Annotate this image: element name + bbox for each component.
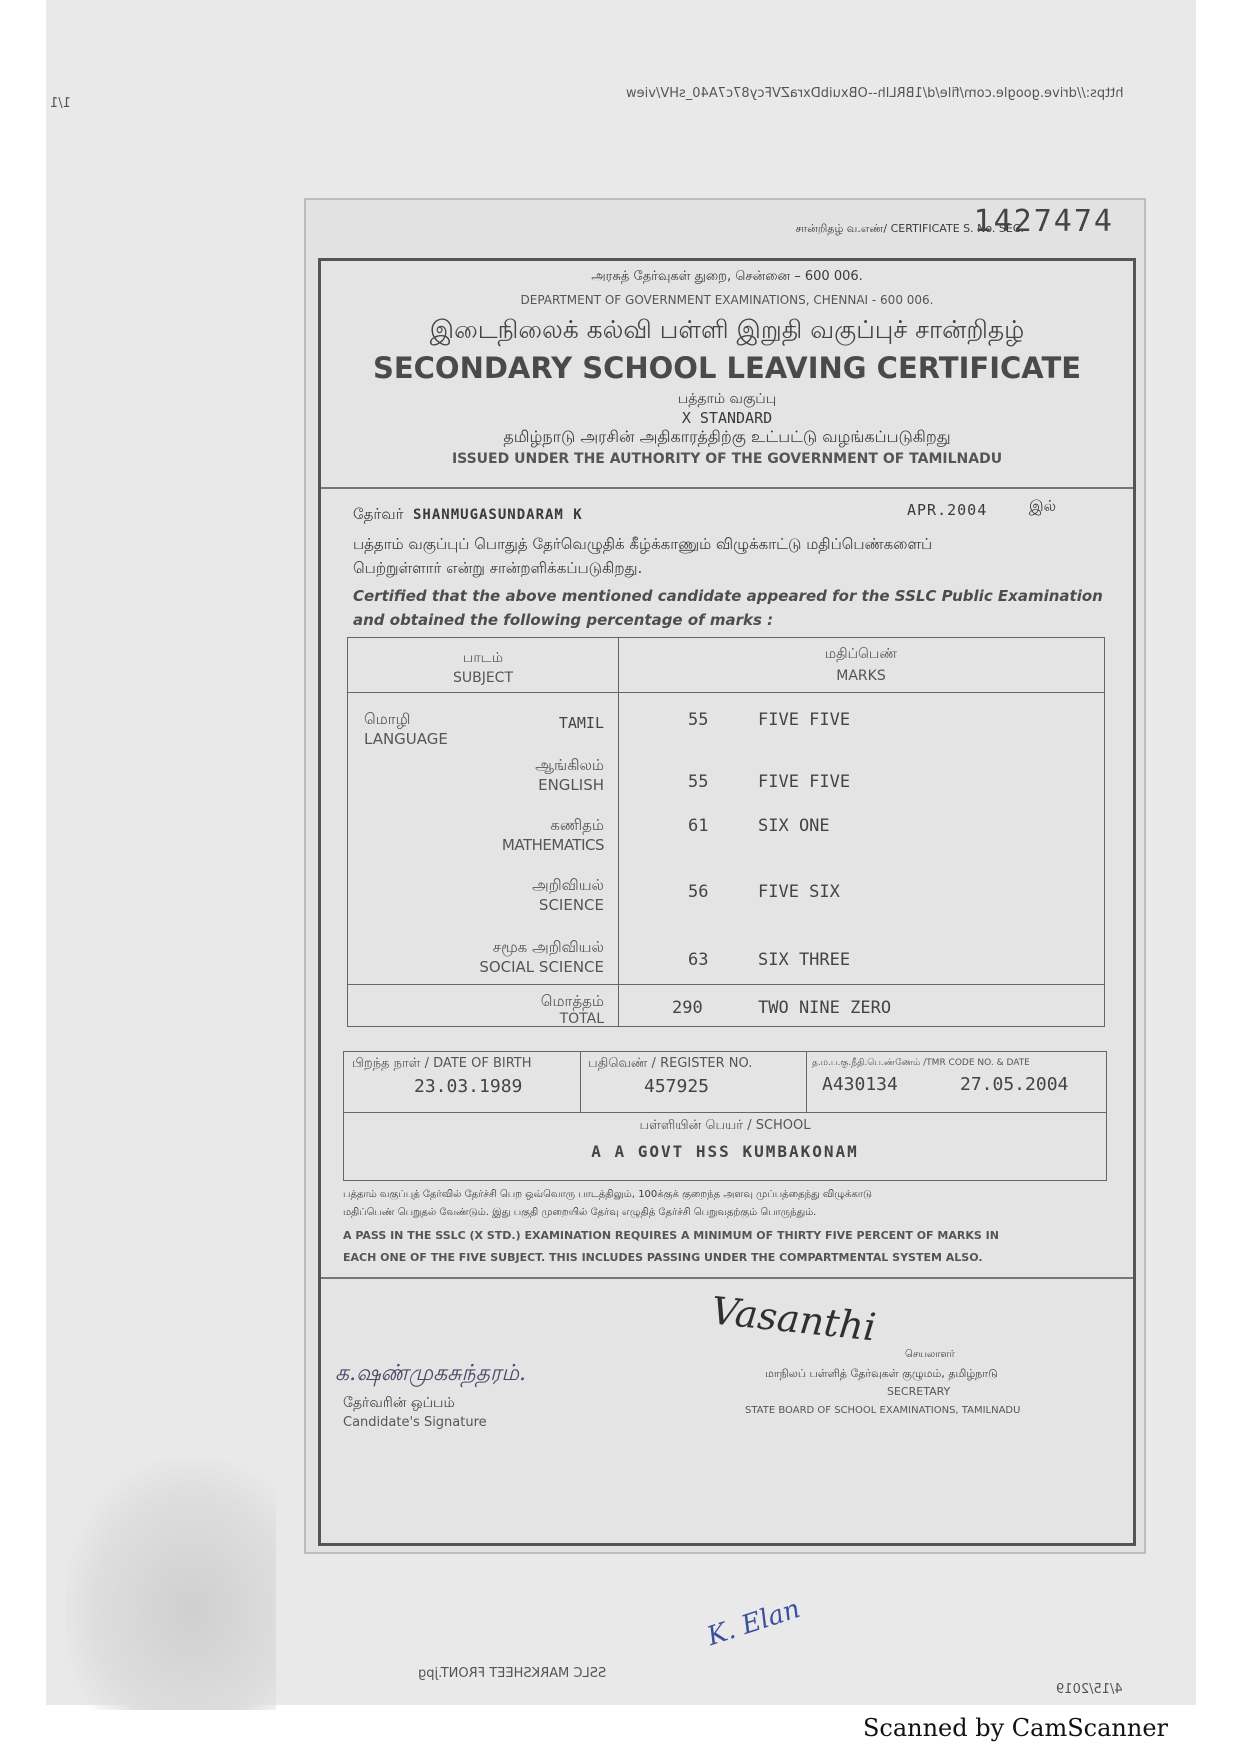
serial-number: 1427474 <box>973 204 1114 239</box>
authority-tamil: தமிழ்நாடு அரசின் அதிகாரத்திற்கு உட்பட்டு வழங்கப்படுகிறது <box>503 427 951 446</box>
title-tamil: இடைநிலைக் கல்வி பள்ளி இறுதி வகுப்புச் சான்றிதழ் <box>429 315 1025 344</box>
table-column-divider <box>618 638 619 1026</box>
subject-marks-words: FIVE FIVE <box>758 772 851 792</box>
subject-label-tamil: ஆங்கிலம் <box>535 756 604 774</box>
authority-english: ISSUED UNDER THE AUTHORITY OF THE GOVERNMENT OF TAMILNADU <box>451 451 1003 467</box>
marks-head-english: MARKS <box>836 668 886 684</box>
secretary-title-tamil: செயலாளர் <box>905 1349 955 1360</box>
dob-value: 23.03.1989 <box>414 1076 523 1097</box>
subject-marks: 56 <box>688 882 709 902</box>
marks-head-tamil: மதிப்பெண் <box>824 646 898 662</box>
register-label: பதிவெண் / REGISTER NO. <box>588 1056 753 1071</box>
paragraph-tamil-2: பெற்றுள்ளார் என்று சான்றளிக்கப்படுகிறது. <box>353 559 643 577</box>
mirrored-page-count: 1/1 <box>50 96 71 111</box>
board-tamil: மாநிலப் பள்ளித் தேர்வுகள் குழுமம், தமிழ்நாடு <box>765 1367 998 1380</box>
subject-marks: 55 <box>688 772 709 792</box>
secretary-signature: Vasanthi <box>709 1288 878 1350</box>
exam-month: APR.2004 <box>907 501 988 519</box>
note-english-2: EACH ONE OF THE FIVE SUBJECT. THIS INCLUDES PASSING UNDER THE COMPARTMENTAL SYSTEM ALSO. <box>343 1251 983 1264</box>
paragraph-english-1: Certified that the above mentioned candidate appeared for the SSLC Public Examination <box>353 587 1103 605</box>
marks-table <box>347 637 1105 1027</box>
certificate <box>304 198 1146 1554</box>
tmr-label: த.ம.ப.கு.நீதி.பெ.ண்ணேம் /TMR CODE NO. & DATE <box>812 1058 1030 1068</box>
subject-marks-words: FIVE SIX <box>758 882 840 902</box>
subject-head-tamil: பாடம் <box>462 650 504 666</box>
handwritten-initials: K. Elan <box>703 1593 804 1653</box>
note-english-1: A PASS IN THE SSLC (X STD.) EXAMINATION REQUIRES A MINIMUM OF THIRTY FIVE PERCENT OF MARKS IN <box>343 1229 999 1242</box>
register-number: 457925 <box>644 1076 710 1097</box>
subject-marks: 55 <box>688 710 709 730</box>
subject-label-english: TAMIL <box>558 714 604 732</box>
subject-marks: 63 <box>688 950 709 970</box>
note-tamil-2: மதிப்பெண் பெறுதல் வேண்டும். இது பகுதி முறையில் தேர்வு எழுதித் தேர்ச்சி பெறுவதற்கும் பொருந்தும். <box>343 1207 817 1218</box>
details-table <box>343 1051 1107 1181</box>
subject-marks-words: FIVE FIVE <box>758 710 851 730</box>
secretary-title-english: SECRETARY <box>887 1385 951 1398</box>
details-col-divider-2 <box>806 1052 807 1112</box>
candidate-prefix: தேர்வர் <box>353 505 404 523</box>
total-label-tamil: மொத்தம் <box>540 992 604 1010</box>
details-divider <box>344 1112 1106 1113</box>
note-tamil-1: பத்தாம் வகுப்புத் தேர்வில் தேர்ச்சி பெற ஒவ்வொரு பாடத்திலும், 100க்குக் குறைந்த அளவு முப்பத்தைந்து விழுக்காடு <box>343 1189 872 1200</box>
subject-head-english: SUBJECT <box>452 670 514 686</box>
serial-label: சான்றிதழ் வ.எண்/ CERTIFICATE S. No. SEC. <box>795 222 1024 235</box>
dept-tamil: அரசுத் தேர்வுகள் துறை, சென்னை – 600 006. <box>591 269 863 284</box>
subject-label-tamil: அறிவியல் <box>532 876 604 894</box>
signature-divider <box>321 1277 1133 1279</box>
mirrored-date: 4/15/2019 <box>1056 1682 1123 1697</box>
mirrored-file-name: SSLC MARKSHEET FRONT.jpg <box>418 1666 607 1681</box>
table-total-divider <box>348 984 1104 985</box>
table-header-divider <box>348 692 1104 693</box>
details-col-divider-1 <box>580 1052 581 1112</box>
standard-tamil: பத்தாம் வகுப்பு <box>677 391 777 407</box>
subject-label-tamil: சமூக அறிவியல் <box>492 938 604 956</box>
certificate-frame <box>318 258 1136 1546</box>
candidate-signature: க.ஷண்முகசுந்தரம். <box>335 1361 527 1386</box>
standard-english: X STANDARD <box>681 409 773 427</box>
subject-label-english: MATHEMATICS <box>501 836 604 854</box>
language-tamil: மொழி <box>364 710 411 728</box>
candidate-name: SHANMUGASUNDARAM K <box>413 507 583 523</box>
total-label-english: TOTAL <box>559 1011 604 1027</box>
paragraph-english-2: and obtained the following percentage of marks : <box>353 611 774 629</box>
subject-marks: 61 <box>688 816 709 836</box>
subject-label-tamil: கணிதம் <box>550 816 604 834</box>
school-label: பள்ளியின் பெயர் / SCHOOL <box>639 1118 811 1133</box>
mirrored-url-text: https://drive.google.com/file/d/1BRLlh--OBxuibDxraZVFcy87c7A40_sHV/view <box>626 86 1124 101</box>
board-english: STATE BOARD OF SCHOOL EXAMINATIONS, TAMILNADU <box>745 1405 1021 1416</box>
header-divider <box>321 487 1133 489</box>
school-name: A A GOVT HSS KUMBAKONAM <box>591 1142 859 1161</box>
language-english: LANGUAGE <box>364 730 448 748</box>
candidate-signature-tamil: தேர்வரின் ஒப்பம் <box>343 1395 455 1411</box>
subject-label-english: SOCIAL SCIENCE <box>479 958 604 976</box>
dept-english: DEPARTMENT OF GOVERNMENT EXAMINATIONS, CHENNAI - 600 006. <box>520 293 934 307</box>
subject-marks-words: SIX ONE <box>758 816 830 836</box>
exam-suffix: இல் <box>1029 497 1057 515</box>
total-marks-words: TWO NINE ZERO <box>758 998 892 1018</box>
subject-marks-words: SIX THREE <box>758 950 851 970</box>
title-english: SECONDARY SCHOOL LEAVING CERTIFICATE <box>372 351 1082 385</box>
subject-label-english: ENGLISH <box>538 776 604 794</box>
finger-shadow <box>66 1460 276 1710</box>
tmr-code: A430134 <box>822 1074 898 1095</box>
subject-label-english: SCIENCE <box>538 896 604 914</box>
camscanner-footer: Scanned by CamScanner <box>862 1714 1168 1742</box>
total-marks: 290 <box>672 998 703 1018</box>
paragraph-tamil-1: பத்தாம் வகுப்புப் பொதுத் தேர்வெழுதிக் கீழ்க்காணும் விழுக்காட்டு மதிப்பெண்களைப் <box>353 535 933 553</box>
dob-label: பிறந்த நாள் / DATE OF BIRTH <box>352 1056 532 1071</box>
candidate-signature-english: Candidate's Signature <box>343 1415 487 1430</box>
scanned-page <box>46 0 1196 1705</box>
tmr-date: 27.05.2004 <box>960 1074 1069 1095</box>
